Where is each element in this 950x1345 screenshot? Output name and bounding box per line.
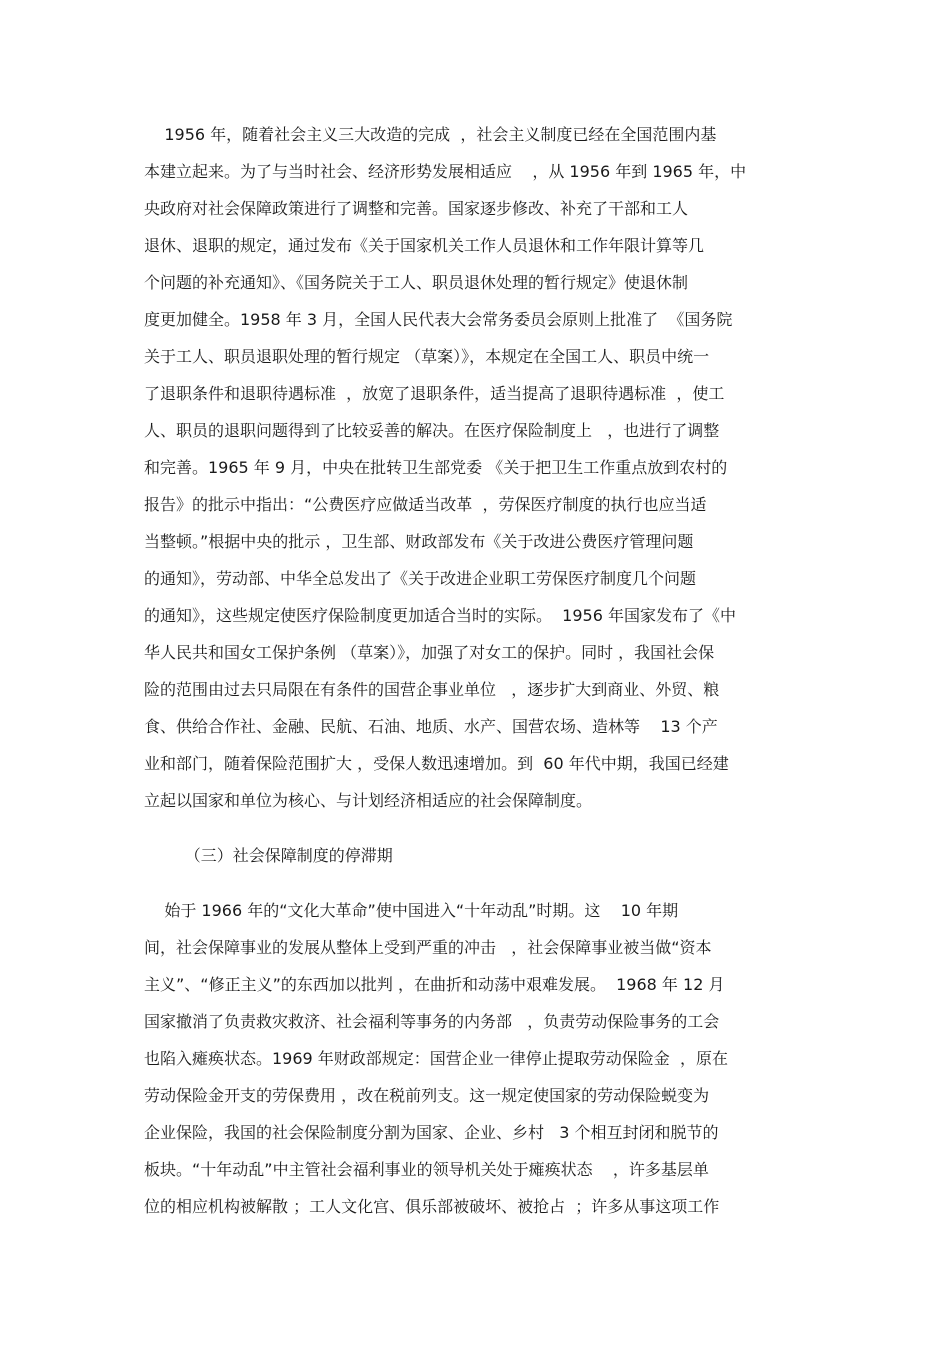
text-line: 个问题的补充通知》、《国务院关于工人、职员退休处理的暂行规定》使退休制 (144, 273, 689, 292)
text-line: 的通知》，这些规定使医疗保险制度更加适合当时的实际。 1956 年国家发布了《中 (144, 606, 736, 625)
text-line: 央政府对社会保障政策进行了调整和完善。国家逐步修改、补充了干部和工人 (144, 199, 689, 218)
text-line: 食、供给合作社、金融、民航、石油、地质、水产、国营农场、造林等 13 个产 (144, 717, 718, 736)
text-line: 国家撤消了负责救灾救济、社会福利等事务的内务部 ，负责劳动保险事务的工会 (144, 1012, 720, 1031)
text-line: 主义”、“修正主义”的东西加以批判 ，在曲折和动荡中艰难发展。 1968 年 12 月 (144, 975, 725, 994)
text-line: 度更加健全。1958 年 3 月，全国人民代表大会常务委员会原则上批准了 《国务院 (144, 310, 733, 329)
text-line: 企业保险，我国的社会保险制度分割为国家、企业、乡村 3 个相互封闭和脱节的 (144, 1123, 719, 1142)
text-line: 险的范围由过去只局限在有条件的国营企事业单位 ，逐步扩大到商业、外贸、粮 (144, 680, 720, 699)
text-line: 间，社会保障事业的发展从整体上受到严重的冲击 ，社会保障事业被当做“资本 (144, 938, 712, 957)
text-line: 也陷入瘫痪状态。1969 年财政部规定：国营企业一律停止提取劳动保险金 ，原在 (144, 1049, 728, 1068)
text-line: 板块。“十年动乱”中主管社会福利事业的领导机关处于瘫痪状态 ，许多基层单 (144, 1160, 709, 1179)
text-line: 始于 1966 年的“文化大革命”使中国进入“十年动乱”时期。这 10 年期 (144, 901, 679, 920)
text-line: 和完善。1965 年 9 月，中央在批转卫生部党委 《关于把卫生工作重点放到农村的 (144, 458, 728, 477)
text-line: 立起以国家和单位为核心、与计划经济相适应的社会保障制度。 (144, 791, 593, 810)
text-line: 关于工人、职员退职处理的暂行规定 （草案）》，本规定在全国工人、职员中统一 (144, 347, 710, 366)
text-line: 了退职条件和退职待遇标准 ，放宽了退职条件，适当提高了退职待遇标准 ，使工 (144, 384, 725, 403)
text-line: 1956 年，随着社会主义三大改造的完成 ，社会主义制度已经在全国范围内基 (144, 125, 717, 144)
text-line: 的通知》，劳动部、中华全总发出了《关于改进企业职工劳保医疗制度几个问题 (144, 569, 697, 588)
text-line: 人、职员的退职问题得到了比较妥善的解决。在医疗保险制度上 ，也进行了调整 (144, 421, 720, 440)
text-line: 当整顿。”根据中央的批示 ，卫生部、财政部发布《关于改进公费医疗管理问题 (144, 532, 694, 551)
text-line: 位的相应机构被解散 ；工人文化宫、俱乐部被破坏、被抢占 ；许多从事这项工作 (144, 1197, 720, 1216)
text-line: 华人民共和国女工保护条例 （草案）》，加强了对女工的保护。同时 ，我国社会保 (144, 643, 715, 662)
text-line: 退休、退职的规定，通过发布《关于国家机关工作人员退休和工作年限计算等几 (144, 236, 705, 255)
text-line: 业和部门，随着保险范围扩大 ，受保人数迅速增加。到 60 年代中期，我国已经建 (144, 754, 729, 773)
section-heading: （三）社会保障制度的停滞期 (144, 846, 393, 865)
text-line: 本建立起来。为了与当时社会、经济形势发展相适应 ，从 1956 年到 1965 年，中 (144, 162, 747, 181)
text-line: 报告》的批示中指出：“公费医疗应做适当改革 ，劳保医疗制度的执行也应当适 (144, 495, 707, 514)
text-line: 劳动保险金开支的劳保费用 ，改在税前列支。这一规定使国家的劳动保险蜕变为 (144, 1086, 710, 1105)
